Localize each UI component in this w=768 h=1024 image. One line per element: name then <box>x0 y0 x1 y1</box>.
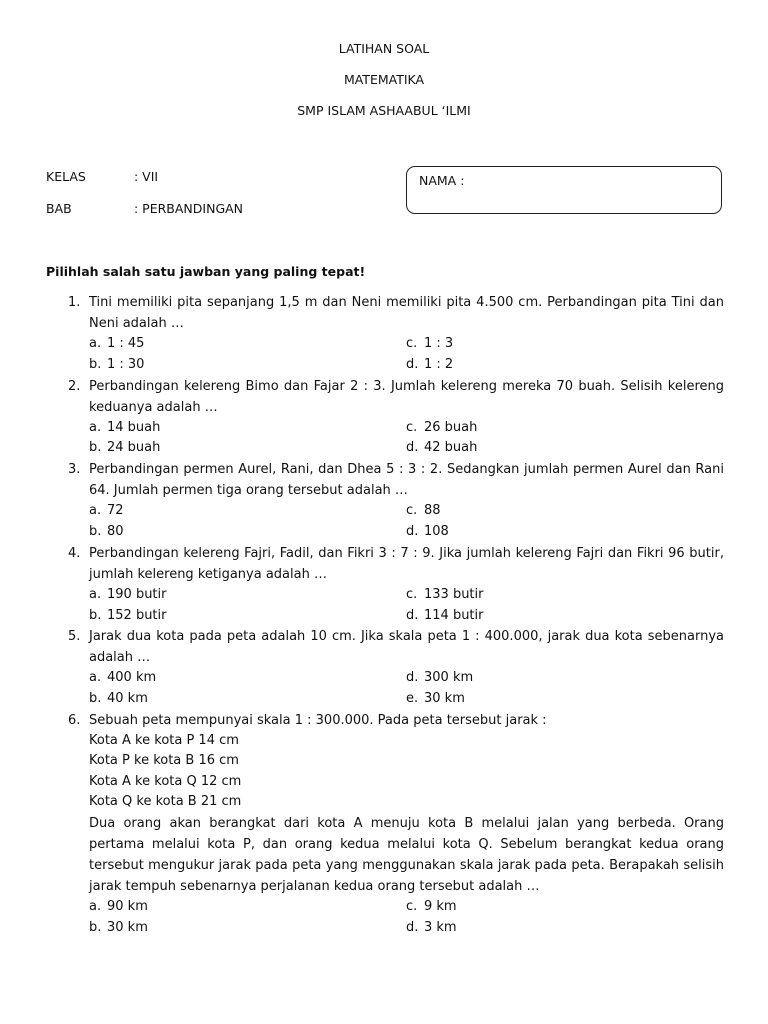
option-d[interactable] <box>406 355 723 376</box>
bab-value: : PERBANDINGAN <box>134 201 244 216</box>
options <box>89 668 724 710</box>
option-text: 1 : 3 <box>424 336 454 351</box>
option-text: 42 buah <box>424 440 478 456</box>
question-5 <box>46 626 724 710</box>
option-text: 400 km <box>107 670 157 686</box>
distance-line: Kota Q ke kota B 21 cm <box>89 794 242 810</box>
option-letter: c. <box>406 503 418 519</box>
option-text: 40 km <box>107 691 148 707</box>
option-a[interactable] <box>89 585 406 606</box>
option-text: 300 km <box>424 670 474 686</box>
question-4 <box>46 543 724 627</box>
option-b[interactable] <box>89 438 406 459</box>
option-d[interactable] <box>406 918 723 939</box>
question-number: 5. <box>68 629 81 645</box>
option-a[interactable] <box>89 668 406 689</box>
option-letter: a. <box>89 503 102 519</box>
question-number: 3. <box>68 462 81 478</box>
question-text: Tini memiliki pita sepanjang 1,5 m dan Neni memiliki pita 4.500 cm. Perbandingan pita Tini dan Neni adalah … <box>89 295 724 331</box>
question-3 <box>46 459 724 543</box>
instruction: Pilihlah salah satu jawban yang paling tepat! <box>46 264 366 279</box>
option-b[interactable] <box>89 606 406 627</box>
option-text: 24 buah <box>107 440 161 456</box>
question-number: 6. <box>68 712 81 728</box>
question-text: Perbandingan kelereng Fajri, Fadil, dan Fikri 3 : 7 : 9. Jika jumlah kelereng Fajri dan Fikri 96 butir, jumlah kelereng ketiganya adalah … <box>89 545 724 582</box>
option-letter: b. <box>89 919 102 935</box>
option-b[interactable] <box>89 689 406 710</box>
option-text: 133 butir <box>424 586 484 602</box>
distance-line: Kota A ke kota Q 12 cm <box>89 773 242 789</box>
option-letter: d. <box>406 670 419 686</box>
option-b[interactable] <box>89 522 406 543</box>
option-c[interactable] <box>406 501 723 522</box>
option-c[interactable] <box>406 897 723 918</box>
kelas-label: KELAS <box>46 169 86 184</box>
option-letter: a. <box>89 336 102 351</box>
option-d[interactable] <box>406 606 723 627</box>
option-b[interactable] <box>89 918 406 939</box>
option-letter: c. <box>406 336 418 351</box>
option-text: 30 km <box>424 691 465 707</box>
header-school: SMP ISLAM ASHAABUL ‘ILMI <box>297 103 471 118</box>
option-text: 152 butir <box>107 607 167 623</box>
options <box>89 585 724 627</box>
option-a[interactable] <box>89 334 406 355</box>
options <box>89 501 724 543</box>
options <box>89 334 724 376</box>
header-subject: MATEMATIKA <box>343 72 425 87</box>
option-c[interactable] <box>406 585 723 606</box>
option-letter: d. <box>406 607 419 623</box>
header-title: LATIHAN SOAL <box>338 41 430 56</box>
name-box[interactable] <box>406 166 722 214</box>
option-letter: d. <box>406 440 419 456</box>
option-text: 30 km <box>107 919 148 935</box>
options <box>89 897 724 939</box>
option-text: 26 buah <box>424 419 478 435</box>
option-text: 108 <box>424 523 449 539</box>
question-number: 4. <box>68 545 81 561</box>
question-list <box>46 292 724 939</box>
option-letter: b. <box>89 523 102 539</box>
kelas-row <box>46 169 158 184</box>
option-letter: a. <box>89 898 102 914</box>
option-e[interactable] <box>406 689 723 710</box>
question-text-continued: Dua orang akan berangkat dari kota A menuju kota B melalui jalan yang berbeda. Orang pertama melalui kota P, dan orang kedua melalui kota Q. Sebelum berangkat kedua orang tersebut mengukur jarak pada peta yang menggunakan skala jarak pada peta. Berapakah selisih jarak tempuh sebenarnya perjalanan kedua orang tersebut adalah … <box>89 815 724 894</box>
option-letter: a. <box>89 586 102 602</box>
question-text: Jarak dua kota pada peta adalah 10 cm. Jika skala peta 1 : 400.000, jarak dua kota sebenarnya adalah … <box>89 629 724 666</box>
option-letter: b. <box>89 440 102 456</box>
option-letter: c. <box>406 419 418 435</box>
option-text: 72 <box>107 503 124 519</box>
option-text: 190 butir <box>107 586 167 602</box>
kelas-value: : VII <box>134 169 159 184</box>
question-2 <box>46 376 724 460</box>
question-6 <box>46 710 724 939</box>
option-letter: e. <box>406 691 419 707</box>
question-text: Perbandingan kelereng Bimo dan Fajar 2 : 3. Jumlah kelereng mereka 70 buah. Selisih kelereng keduanya adalah … <box>89 378 724 415</box>
nama-label: NAMA : <box>419 173 465 188</box>
option-d[interactable] <box>406 438 723 459</box>
option-text: 114 butir <box>424 607 484 623</box>
option-letter: b. <box>89 607 102 623</box>
option-c[interactable] <box>406 334 723 355</box>
option-a[interactable] <box>89 418 406 439</box>
option-letter: d. <box>406 523 419 539</box>
option-letter: a. <box>89 419 102 435</box>
worksheet-header <box>0 40 768 133</box>
option-letter: b. <box>89 356 102 372</box>
option-letter: a. <box>89 670 102 686</box>
option-text: 1 : 30 <box>107 356 145 372</box>
question-text: Perbandingan permen Aurel, Rani, dan Dhea 5 : 3 : 2. Sedangkan jumlah permen Aurel dan Rani 64. Jumlah permen tiga orang tersebut adalah … <box>89 462 724 499</box>
options <box>89 418 724 460</box>
option-a[interactable] <box>89 897 406 918</box>
option-text: 3 km <box>424 919 457 935</box>
option-text: 90 km <box>107 898 148 914</box>
option-letter: d. <box>406 919 419 935</box>
option-text: 1 : 45 <box>107 336 145 351</box>
option-a[interactable] <box>89 501 406 522</box>
question-number: 2. <box>68 378 81 394</box>
bab-row <box>46 201 243 216</box>
bab-label: BAB <box>46 201 72 216</box>
question-number: 1. <box>68 295 81 310</box>
question-text: Sebuah peta mempunyai skala 1 : 300.000. Pada peta tersebut jarak : <box>89 712 547 728</box>
option-text: 1 : 2 <box>424 356 454 372</box>
option-d[interactable] <box>406 668 723 689</box>
option-text: 14 buah <box>107 419 161 435</box>
option-letter: c. <box>406 898 418 914</box>
option-b[interactable] <box>89 355 406 376</box>
option-c[interactable] <box>406 418 723 439</box>
option-text: 88 <box>424 503 441 519</box>
option-d[interactable] <box>406 522 723 543</box>
option-text: 9 km <box>424 898 457 914</box>
option-text: 80 <box>107 523 124 539</box>
distance-line: Kota P ke kota B 16 cm <box>89 753 239 769</box>
question-1 <box>46 292 724 376</box>
distance-line: Kota A ke kota P 14 cm <box>89 732 239 748</box>
option-letter: d. <box>406 356 419 372</box>
option-letter: b. <box>89 691 102 707</box>
option-letter: c. <box>406 586 418 602</box>
